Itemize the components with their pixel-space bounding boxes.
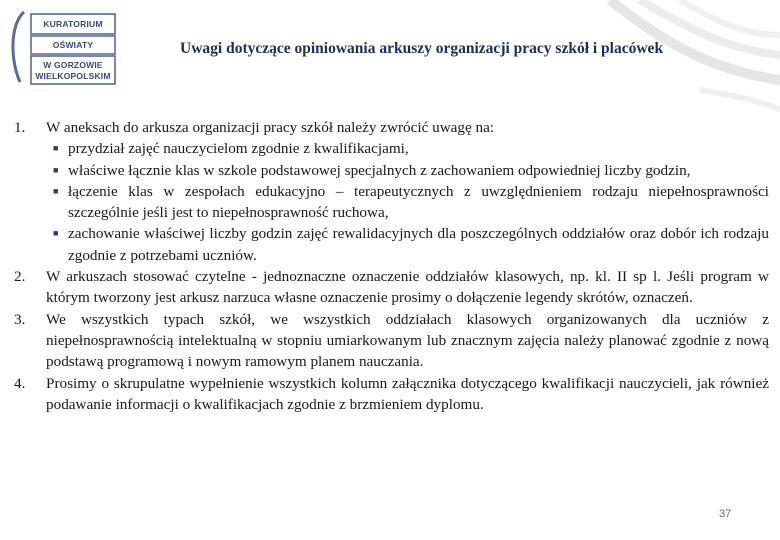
item-text: Prosimy o skrupulatne wypełnienie wszystkich kolumn załącznika dotyczącego kwalifikacji nauczycieli, jak również podawanie informacji o kwalifikacjach zgodnie z brzmieniem dyplomu. [46,374,769,413]
square-bullet-icon: ■ [53,143,59,154]
decorative-swoosh [600,0,780,125]
page-number: 37 [719,508,732,520]
square-bullet-icon: ■ [53,228,59,239]
square-bullet-icon: ■ [53,164,59,175]
item-number: 2. [14,268,26,286]
list-item-1 [14,117,769,266]
item-text: W aneksach do arkusza organizacji pracy szkół należy zwrócić uwagę na: [46,119,495,136]
logo-line-3: W GORZOWIE [43,60,103,70]
bullet-item: ■ właściwe łącznie klas w szkole podstawowej specjalnych z zachowaniem odpowiedniej liczby godzin, [46,160,769,181]
kuratorium-logo [4,4,124,94]
item-number: 3. [14,310,26,328]
square-bullet-icon: ■ [53,185,59,196]
item-number: 1. [14,119,26,136]
bullet-item: ■ zachowanie właściwej liczby godzin zajęć rewalidacyjnych dla poszczególnych oddziałów oraz dobór ich rodzaju zgodnie z potrzebami uczniów. [46,223,769,266]
bullet-list [46,138,769,266]
list-item-4 [14,373,769,416]
list-item-2 [14,266,769,309]
bullet-item: ■ łączenie klas w zespołach edukacyjno – terapeutycznych z uwzględnieniem rodzaju niepełnosprawności szczególnie jeśli jest to niepełnosprawność ruchowa, [46,181,769,224]
bullet-item: ■ przydział zajęć nauczycielom zgodnie z kwalifikacjami, [46,138,769,159]
page-title: Uwagi dotyczące opiniowania arkuszy organizacji pracy szkół i placówek [180,40,664,57]
content-list [14,117,769,415]
item-text: W arkuszach stosować czytelne - jednoznaczne oznaczenie oddziałów klasowych, np. kl. II sp l. Jeśli program w którym tworzony jest arkusz narzuca własne oznaczenie prosimy o dołączenie legendy skrótów, oznaczeń. [46,268,769,307]
logo-line-2: OŚWIATY [52,40,94,50]
item-number: 4. [14,374,26,392]
logo-line-4: WIELKOPOLSKIM [35,71,111,81]
list-item-3 [14,309,769,373]
item-text: We wszystkich typach szkół, we wszystkich oddziałach klasowych organizowanych dla uczniów z niepełnosprawnością intelektualną w stopniu umiarkowanym lub znacznym zajęcia należy planować zgodnie z nową podstawą programową i nowym ramowym planem nauczania. [46,310,769,371]
logo-line-1: KURATORIUM [43,19,103,29]
